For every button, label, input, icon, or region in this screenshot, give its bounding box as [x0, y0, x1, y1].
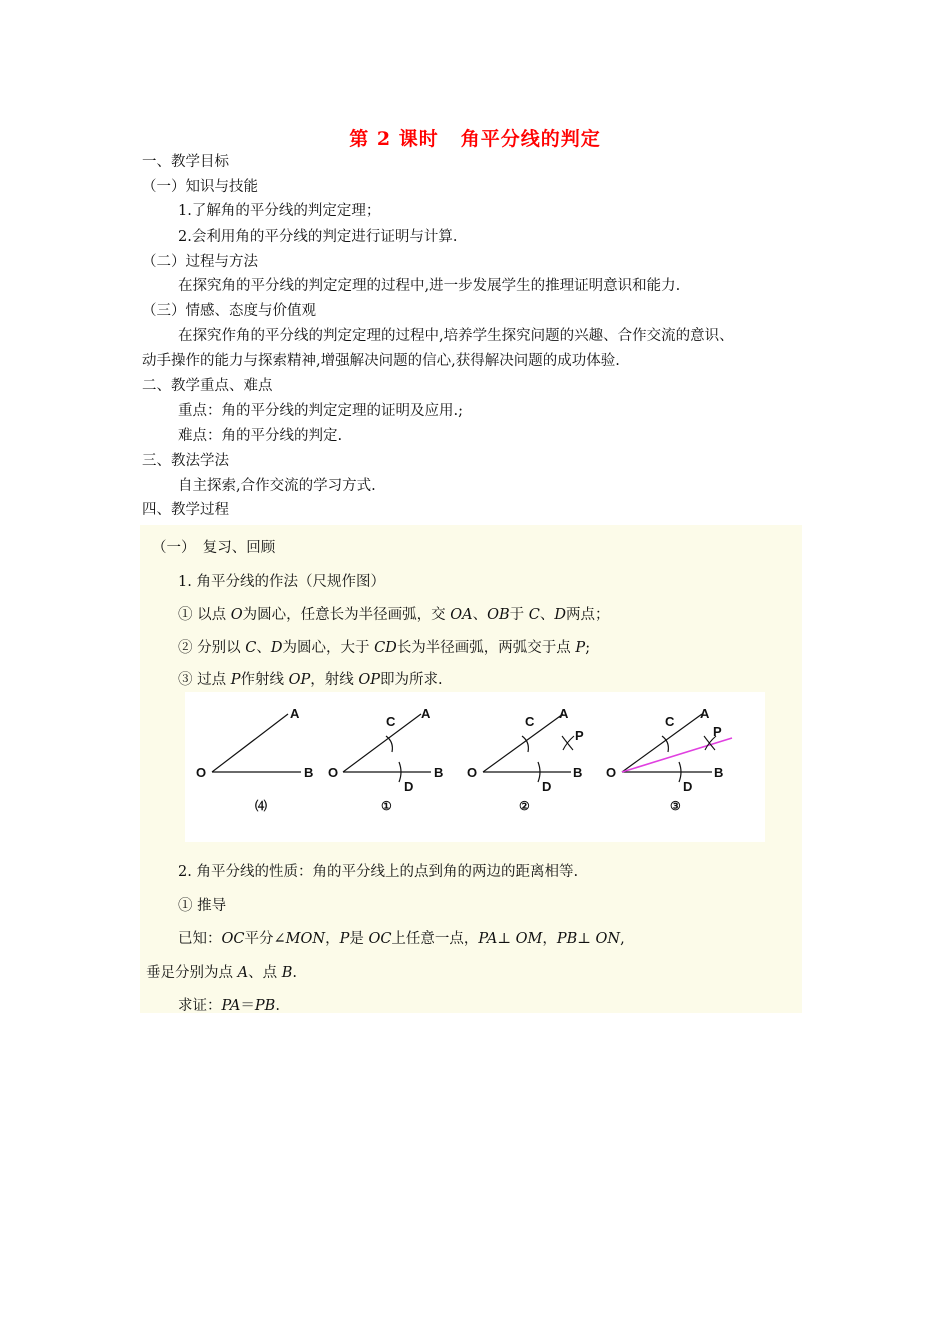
- section-heading-methods: 三、教法学法: [142, 453, 229, 469]
- label-b: B: [714, 765, 724, 780]
- review-heading: （一） 复习、回顾: [152, 540, 276, 556]
- goal-item-2: 2.会利用角的平分线的判定进行证明与计算.: [178, 229, 458, 245]
- label-b: B: [573, 765, 583, 780]
- attitude-paragraph-line1: 在探究作角的平分线的判定定理的过程中,培养学生探究问题的兴趣、合作交流的意识、: [178, 328, 734, 344]
- label-d: D: [683, 779, 693, 794]
- ray-oa: [343, 714, 421, 772]
- label-a: A: [559, 706, 569, 721]
- arc-c: [522, 736, 528, 752]
- methods-paragraph: 自主探索,合作交流的学习方式.: [178, 478, 376, 494]
- label-p: P: [713, 724, 722, 739]
- subheading-knowledge: （一）知识与技能: [142, 179, 258, 195]
- label-a: A: [421, 706, 431, 721]
- process-paragraph: 在探究角的平分线的判定定理的过程中,进一步发展学生的推理证明意识和能力.: [178, 278, 681, 294]
- section-heading-process: 四、教学过程: [142, 502, 229, 518]
- ray-oa: [483, 714, 563, 772]
- ray-oa: [212, 714, 288, 772]
- label-c: C: [525, 714, 535, 729]
- label-a: A: [290, 706, 300, 721]
- title-topic: 角平分线的判定: [460, 128, 601, 150]
- construction-step-3: ③ 过点 P作射线 OP，射线 OP即为所求.: [178, 672, 443, 688]
- caption-1: ①: [381, 799, 392, 813]
- label-a: A: [700, 706, 710, 721]
- figure-panel-2: [467, 706, 584, 813]
- caption-2: ②: [519, 799, 530, 813]
- ray-oa: [622, 714, 702, 772]
- label-o: O: [196, 765, 207, 780]
- construction-step-1: ① 以点 O为圆心，任意长为半径画弧，交 OA、OB于 C、D两点；: [178, 607, 610, 623]
- prove-statement: 求证：PA＝PB.: [178, 998, 280, 1014]
- arc-c: [386, 736, 392, 752]
- arc-p-2: [563, 736, 574, 750]
- construction-step-2: ② 分别以 C、D为圆心，大于 CD长为半径画弧，两弧交于点 P;: [178, 640, 591, 656]
- subheading-process: （二）过程与方法: [142, 254, 258, 270]
- given-statement-cont: 垂足分别为点 A、点 B.: [146, 965, 297, 981]
- label-b: B: [434, 765, 444, 780]
- section-heading-goals: 一、教学目标: [142, 154, 229, 170]
- label-c: C: [386, 714, 396, 729]
- label-d: D: [404, 779, 414, 794]
- section-heading-keypoints: 二、教学重点、难点: [142, 378, 273, 394]
- subheading-attitude: （三）情感、态度与价值观: [142, 303, 316, 319]
- label-o: O: [328, 765, 339, 780]
- construction-figure: [185, 692, 765, 842]
- label-p: P: [575, 728, 584, 743]
- attitude-paragraph-line2: 动手操作的能力与探索精神,增强解决问题的信心,获得解决问题的成功体验.: [142, 353, 620, 369]
- label-o: O: [467, 765, 478, 780]
- label-c: C: [665, 714, 675, 729]
- property-statement: 2. 角平分线的性质：角的平分线上的点到角的两边的距离相等.: [178, 864, 579, 880]
- construction-diagram: [185, 692, 765, 842]
- keypoint-focus: 重点：角的平分线的判定定理的证明及应用.;: [178, 403, 463, 419]
- figure-panel-0: [196, 706, 313, 813]
- title-lesson: 第 2 课时: [349, 128, 439, 150]
- caption-0: ⑷: [255, 799, 268, 813]
- given-statement: 已知：OC平分∠MON，P是 OC上任意一点，PA⊥ OM，PB⊥ ON,: [178, 931, 625, 947]
- page-title: [0, 124, 950, 151]
- figure-panel-3: [606, 706, 732, 813]
- construction-heading: 1. 角平分线的作法（尺规作图）: [178, 574, 385, 590]
- goal-item-1: 1.了解角的平分线的判定定理；: [178, 203, 381, 219]
- keypoint-difficulty: 难点：角的平分线的判定.: [178, 428, 343, 444]
- label-d: D: [542, 779, 552, 794]
- figure-panel-1: [328, 706, 443, 813]
- caption-3: ③: [670, 799, 681, 813]
- derivation-heading: ① 推导: [178, 898, 227, 914]
- label-b: B: [304, 765, 314, 780]
- label-o: O: [606, 765, 617, 780]
